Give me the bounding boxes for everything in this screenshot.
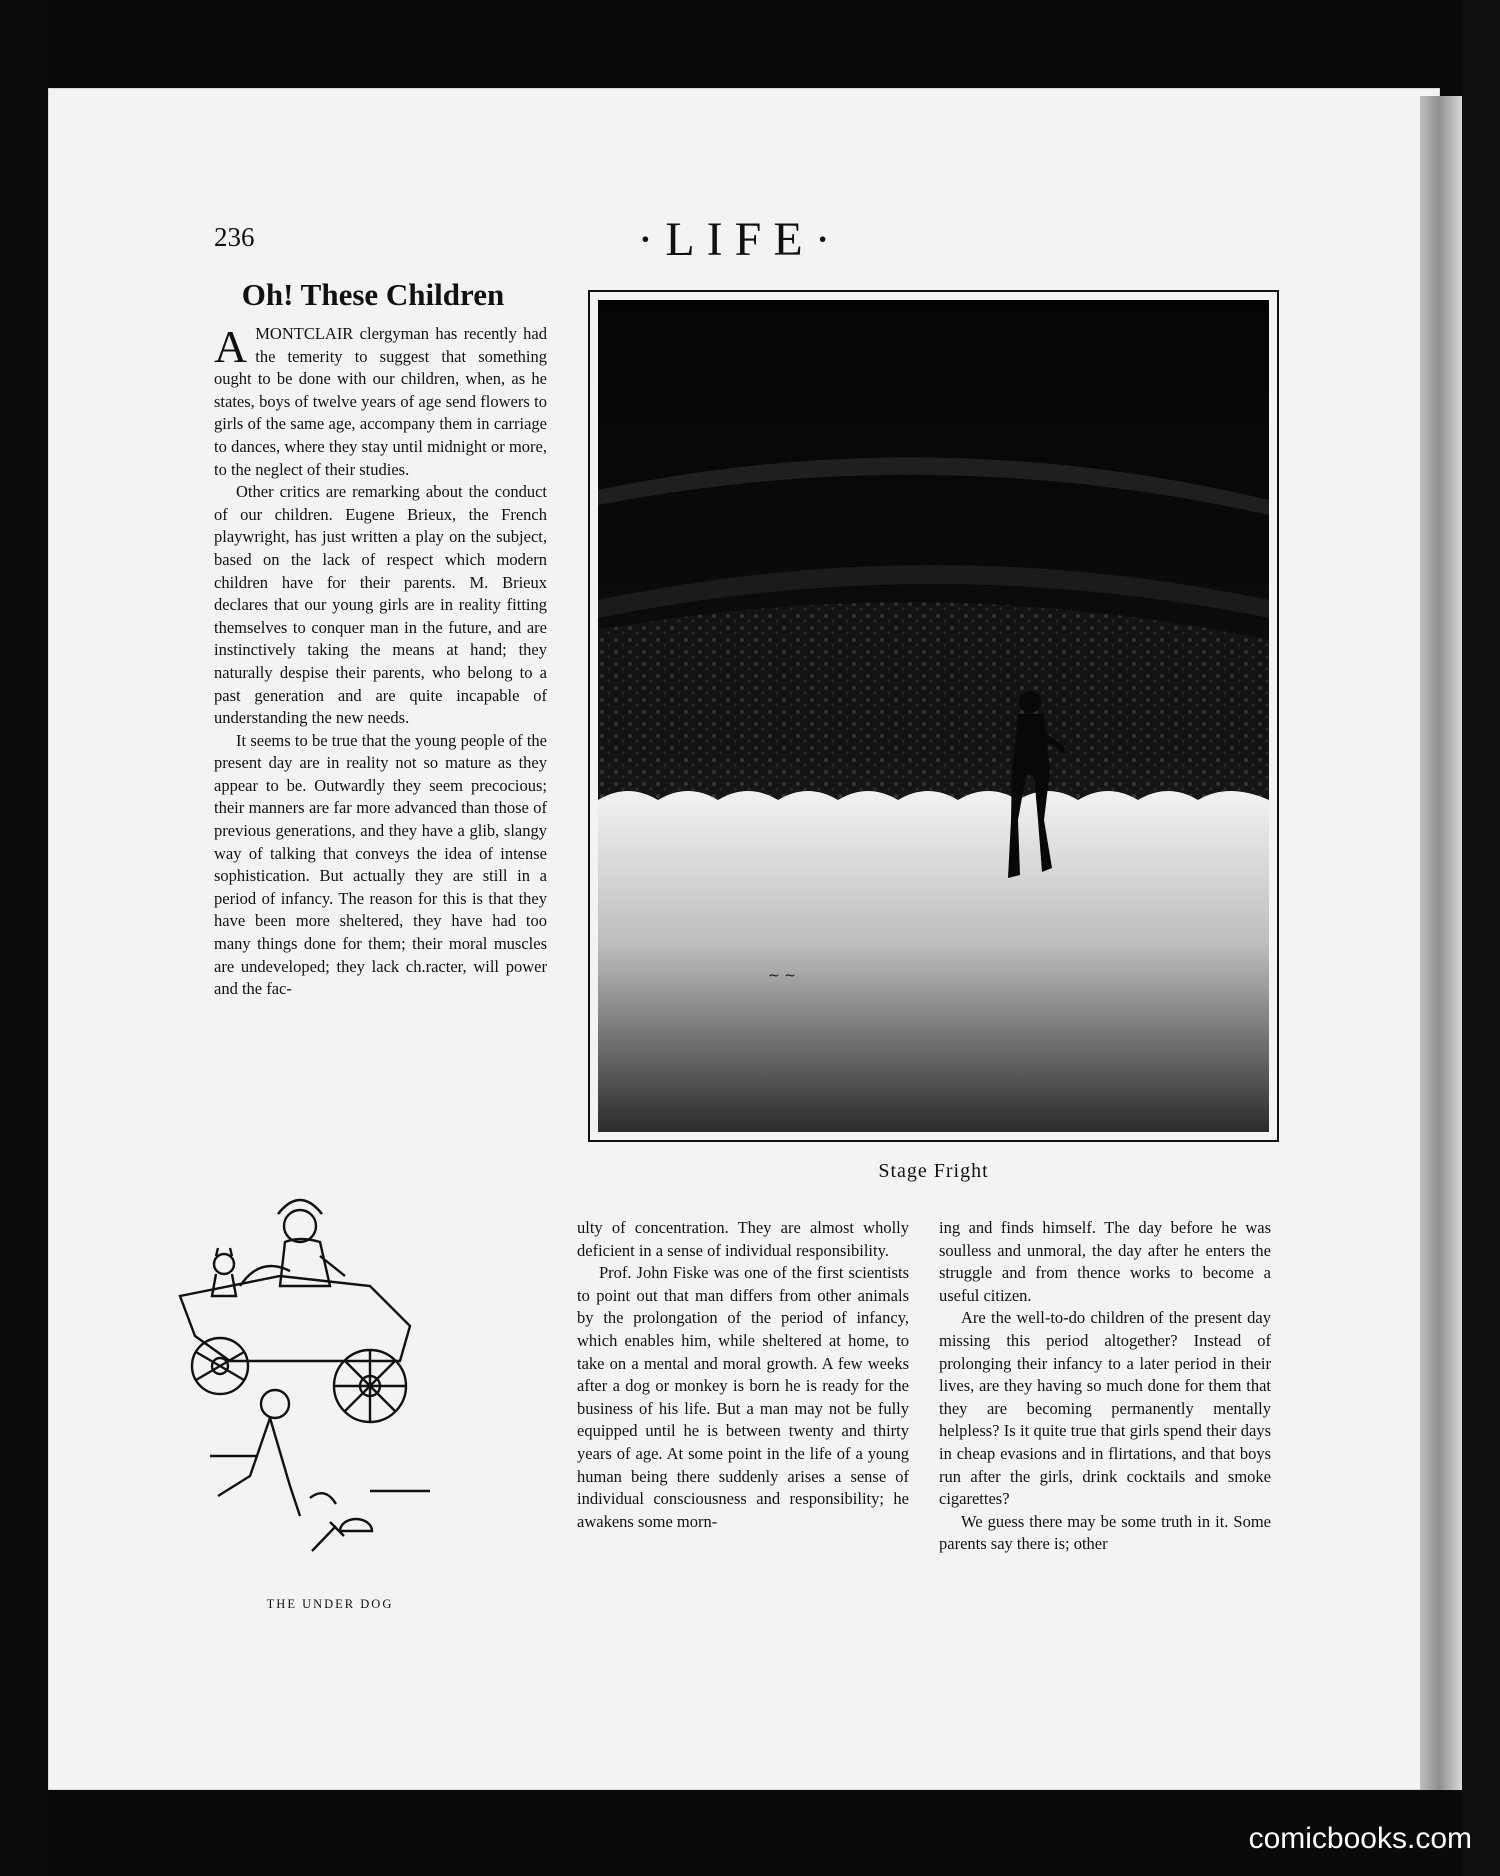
article-title: Oh! These Children xyxy=(241,277,505,312)
underdog-man xyxy=(210,1390,336,1516)
drop-cap: A xyxy=(214,321,248,372)
paragraph-1-text: MONTCLAIR clergyman has recently had the temerity to suggest that something ought to be done with our children, when, as he states, boys of twelve years of age send flowers to girls of the same age, accompany them in carriage to dances, where they stay until midnight or more, to the neglect of their studies. xyxy=(214,324,547,479)
stage-fright-illustration-frame xyxy=(588,290,1279,1142)
artist-signature: ~ ~ xyxy=(768,968,796,984)
stage-fright-illustration xyxy=(598,300,1269,1132)
paragraph-5: Are the well-to-do children of the present day missing this period altogether? Instead of prolonging their infancy to a later period in their lives, are they having so much done for them that they are becoming permanently mentally helpless? Is it quite true that girls spend their days in cheap evasions and in flirtations, and that boys run after the girls, drink cocktails and smoke cigarettes? xyxy=(939,1308,1271,1509)
paragraph-4-start: Prof. John Fiske was one of the first scientists to point out that man differs from other animals by the prolongation of the period of infancy, which enables him, while sheltered at home, to take on a mental and moral growth. A few weeks after a dog or monkey is born he is ready for the business of his life. But a man may not be fully equipped until he is between twenty and thirty years of age. At some point in the life of a young human being there suddenly arises a sense of individual consciousness and responsibility; he awakens some morn- xyxy=(577,1263,909,1531)
paragraph-1 xyxy=(214,323,547,481)
text-column-3 xyxy=(939,1217,1271,1556)
paragraph-3-end: ulty of concentration. They are almost wholly deficient in a sense of individual responsibility. xyxy=(577,1218,909,1260)
driver-figure xyxy=(278,1200,345,1286)
paragraph-3-start: It seems to be true that the young people of the present day are in reality not so mature as they appear to be. Outwardly they seem precocious; their manners are far more advanced than those of previous generations, and they have a glib, slangy way of talking that conveys the idea of intense sophistication. But actually they are still in a period of infancy. The reason for this is that they have been more sheltered, they have had too many things done for them; their moral muscles are undeveloped; they lack ch.racter, will power and the fac- xyxy=(214,730,547,999)
text-column-2 xyxy=(577,1217,909,1533)
site-watermark: comicbooks.com xyxy=(1248,1822,1472,1855)
footlights-stage-floor xyxy=(598,791,1269,1132)
masthead-title: ·LIFE· xyxy=(637,213,843,266)
under-dog-cartoon xyxy=(140,1186,480,1566)
text-column-1 xyxy=(214,323,547,1001)
paragraph-4-end: ing and finds himself. The day before he was soulless and unmoral, the day after he enters the struggle and from thence works to become a useful citizen. xyxy=(939,1218,1271,1305)
tools xyxy=(312,1519,372,1551)
automobile xyxy=(180,1266,410,1422)
under-dog-caption: THE UNDER DOG xyxy=(266,1597,394,1611)
paragraph-2: Other critics are remarking about the conduct of our children. Eugene Brieux, the French playwright, has just written a play on the subject, based on the lack of respect which modern children have for their parents. M. Brieux declares that our young girls are in reality fitting themselves to conquer man in the future, and are instinctively taking the means at hand; they naturally despise their parents, who belong to a past generation and are quite incapable of understanding the new needs. xyxy=(214,482,547,728)
paragraph-6: We guess there may be some truth in it. Some parents say there is; other xyxy=(939,1511,1271,1554)
page-edge-shadow xyxy=(1420,96,1462,1790)
scan-left-margin xyxy=(0,0,48,1876)
scan-right-margin xyxy=(1462,0,1500,1876)
page-number: 236 xyxy=(214,222,255,252)
stage-fright-caption: Stage Fright xyxy=(878,1160,989,1182)
